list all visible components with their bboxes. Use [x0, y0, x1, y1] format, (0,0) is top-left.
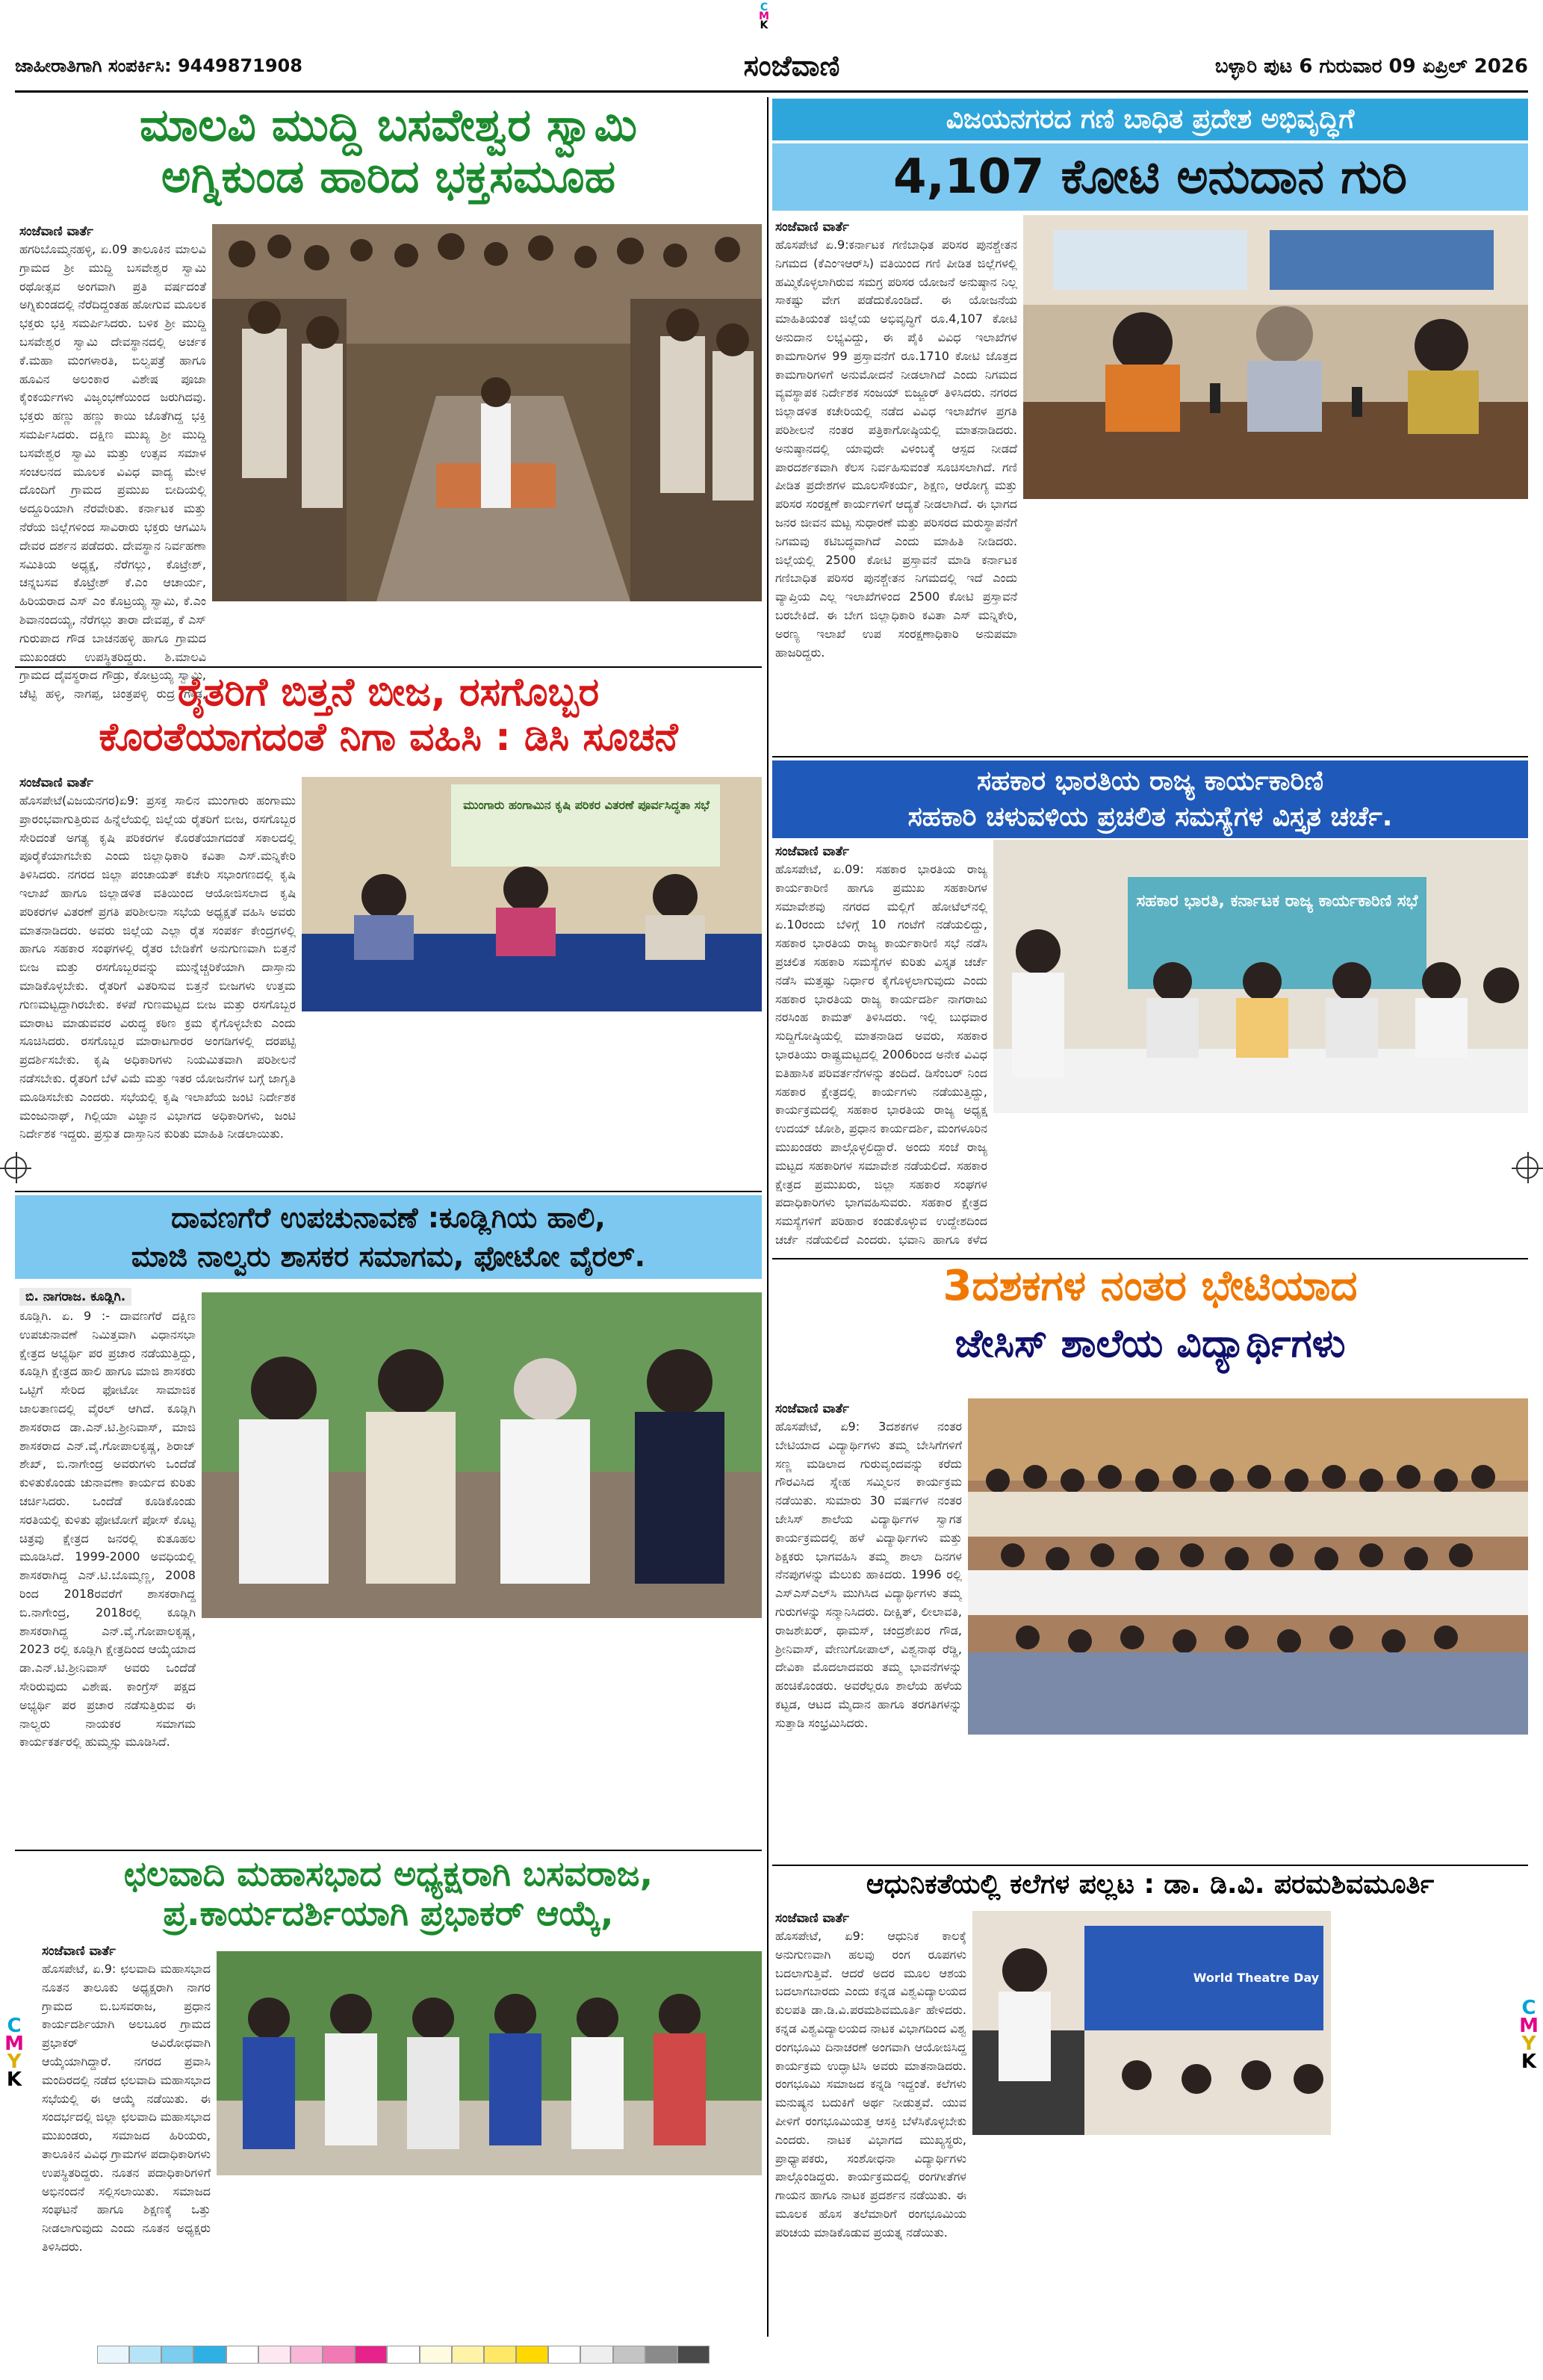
story1-photo-firewalk: [212, 224, 762, 601]
story4-text-col1: ಹೊಸಪೇಟೆ, ಏ.09: ಸಹಕಾರ ಭಾರತಿಯ ರಾಜ್ಯ ಕಾರ್ಯಕಾರಿಣಿ ಹಾಗೂ ಪ್ರಮುಖ ಸಹಕಾರಿಗಳ ಸಮಾವೇಶವು ನಗರದ ಮಲ್ಲಿಗೆ ಹೋಟೆಲ್‌ನಲ್ಲಿ ಏ.10ರಂದು ಬೆಳಿಗ್ಗೆ 10 ಗಂಟೆಗೆ ನಡೆಯಲಿದ್ದು, ಸಹಕಾರ ಭಾರತಿಯ ರಾಜ್ಯ ಕಾರ್ಯಕಾರಿಣಿ ಸಭೆ ನಡೆಸಿ ಪ್ರಚಲಿತ ಸಹಕಾರಿ ಸಮಸ್ಯೆಗಳ ಕುರಿತು ವಿಸ್ತೃತ ಚರ್ಚೆ ನಡೆಸಿ ಮತ್ತಷ್ಟು ನಿರ್ಧಾರ ಕೈಗೊಳ್ಳಲಾಗುವುದು ಎಂದು ಸಹಕಾರ ಭಾರತಿಯ ರಾಜ್ಯ ಕಾರ್ಯದರ್ಶಿ ನಾಗರಾಜು ನರಸಿಂಹ ಕಾಮತ್ ತಿಳಿಸಿದರು. ಇಲ್ಲಿ ಬುಧವಾರ ಸುದ್ದಿಗೋಷ್ಠಿಯಲ್ಲಿ ಮಾತನಾಡಿದ ಅವರು, ಸಹಕಾರ ಭಾರತಿಯು ರಾಷ್ಟ್ರಮಟ್ಟದಲ್ಲಿ 2006ರಿಂದ ಅನೇಕ ವಿವಿಧ ಐತಿಹಾಸಿಕ ಪರಿವರ್ತನೆಗಳನ್ನು ತಂದಿದೆ. ಡಿಸೆಂಬರ್ ನಿಂದ ಸಹಕಾರ ಕ್ಷೇತ್ರದಲ್ಲಿ ಕಾರ್ಯಗಳು ನಡೆಯುತ್ತಿದ್ದು, ಕಾರ್ಯಕ್ರಮದಲ್ಲಿ ಸಹಕಾರ ಭಾರತಿಯ ರಾಜ್ಯ ಅಧ್ಯಕ್ಷ ಉದಯ್ ಜೋಶಿ, ಪ್ರಧಾನ ಕಾರ್ಯದರ್ಶಿ, ಮಂಗಳೂರಿನ ಮುಖಂಡರು ಪಾಲ್ಗೊಳ್ಳಲಿದ್ದಾರೆ. ಅಂದು ಸಂಜೆ ರಾಜ್ಯ ಮಟ್ಟದ ಸಹಕಾರಿಗಳ ಸಮಾವೇಶ ನಡೆಯಲಿದೆ. ಸಹಕಾರ ಕ್ಷೇತ್ರದ ಪ್ರಮುಖರು, ಜಿಲ್ಲಾ ಸಹಕಾರ ಸಂಘಗಳ ಪದಾಧಿಕಾರಿಗಳು ಭಾಗವಹಿಸುವರು. ಸಹಕಾರ ಕ್ಷೇತ್ರದ ಸಮಸ್ಯೆಗಳಿಗೆ ಪರಿಹಾರ ಕಂಡುಕೊಳ್ಳುವ ಉದ್ದೇಶದಿಂದ ಚರ್ಚೆ ನಡೆಯಲಿದೆ ಎಂದರು. ಭವಾನಿ ಹಾಗೂ ಕಳೆದ: [775, 862, 987, 1247]
story-sahakara: [772, 760, 1528, 1253]
cmyk-c: C: [760, 1, 769, 13]
story4-banner-text: ಸಹಕಾರ ಭಾರತಿ, ಕರ್ನಾಟಕ ರಾಜ್ಯ ಕಾರ್ಯಕಾರಿಣಿ ಸಭೆ: [1136, 892, 1418, 911]
story5-headline: ದಾವಣಗೆರೆ ಉಪಚುನಾವಣೆ :ಕೂಡ್ಲಿಗಿಯ ಹಾಲಿ, ಮಾಜಿ ನಾಲ್ವರು ಶಾಸಕರ ಸಮಾಗಮ, ಫೋಟೋ ವೈರಲ್.: [15, 1195, 762, 1279]
divider-story6-top: [772, 1258, 1528, 1259]
story7-byline: ಸಂಜೆವಾಣಿ ವಾರ್ತೆ: [42, 1944, 116, 1959]
story1-byline: ಸಂಜೆವಾಣಿ ವಾರ್ತೆ: [19, 224, 93, 239]
story-vijayanagara: [772, 99, 1528, 756]
story2-text-col1: ಹೊಸಪೇಟೆ ಏ.9:ಕರ್ನಾಟಕ ಗಣಿಬಾಧಿತ ಪರಿಸರ ಪುನಶ್ಚೇತನ ನಿಗಮದ (ಕೆಎಂಇಆರ್‌ಸಿ) ವತಿಯಿಂದ ಗಣಿ ಪೀಡಿತ ಜಿಲ್ಲೆಗಳಲ್ಲಿ ಹಮ್ಮಿಕೊಳ್ಳಲಾಗಿರುವ ಸಮಗ್ರ ಪರಿಸರ ಯೋಜನೆ ಅನುಷ್ಠಾನ ನಿಲ್ಲ ಸಾಕಷ್ಟು ವೇಗ ಪಡೆದುಕೊಂಡಿದೆ. ಈ ಯೋಜನೆಯ ಮಾಹಿತಿಯಂತೆ ಜಿಲ್ಲೆಯ ಅಭಿವೃದ್ಧಿಗೆ ರೂ.4,107 ಕೋಟಿ ಅನುದಾನ ಲಭ್ಯವಿದ್ದು, ಈ ಪೈಕಿ ವಿವಿಧ ಇಲಾಖೆಗಳ ಕಾಮಗಾರಿಗಳ 99 ಪ್ರಸ್ತಾವನೆಗೆ ರೂ.1710 ಕೋಟಿ ಜೊತ್ತದ ಕಾಮಗಾರಿಗಳಿಗೆ ಅನುಮೋದನೆ ನೀಡಲಾಗಿದೆ ಎಂದು ನಿಗಮದ ವ್ಯವಸ್ಥಾಪಕ ನಿರ್ದೇಶಕ ಸಂಜಯ್ ಬಿಜ್ಜೂರ್ ತಿಳಿಸಿದರು. ನಗರದ ಜಿಲ್ಲಾಡಳಿತ ಕಚೇರಿಯಲ್ಲಿ ನಡೆದ ವಿವಿಧ ಇಲಾಖೆಗಳ ಪ್ರಗತಿ ಪರಿಶೀಲನೆ ನಂತರ ಪತ್ರಿಕಾಗೋಷ್ಠಿಯಲ್ಲಿ ಮಾತನಾಡಿದರು. ಅನುಷ್ಠಾನದಲ್ಲಿ ಯಾವುದೇ ವಿಳಂಬಕ್ಕೆ ಆಸ್ಪದ ನೀಡದೆ ಪಾರದರ್ಶಕವಾಗಿ ಕೆಲಸ ನಿರ್ವಹಿಸುವಂತೆ ಸೂಚಿಸಲಾಗಿದೆ. ಗಣಿ ಪೀಡಿತ ಪ್ರದೇಶಗಳ ಮೂಲಸೌಕರ್ಯ, ಶಿಕ್ಷಣ, ಆರೋಗ್ಯ ಮತ್ತು ಪರಿಸರ ಸಂರಕ್ಷಣೆ ಕಾರ್ಯಗಳಿಗೆ ಆದ್ಯತೆ ನೀಡಲಾಗಿದೆ. ಈ ಭಾಗದ ಜನರ ಜೀವನ ಮಟ್ಟ ಸುಧಾರಣೆ ಮತ್ತು ಪರಿಸರದ ಮರುಸ್ಥಾಪನೆಗೆ ನಿಗಮವು ಕಟಿಬದ್ಧವಾಗಿದೆ ಎಂದು ಮಾಹಿತಿ ನೀಡಿದರು. ಜಿಲ್ಲೆಯಲ್ಲಿ 2500 ಕೋಟಿ ಪ್ರಸ್ತಾವನೆ ಮಾಡಿ ಕರ್ನಾಟಕ ಗಣಿಬಾಧಿತ ಪರಿಸರ ಪುನಶ್ಚೇತನ ನಿಗಮದಲ್ಲಿ ಇದೆ ಎಂದು ವ್ಯಾಪ್ತಿಯ ಎಲ್ಲ ಇಲಾಖೆಗಳಿಂದ 2500 ಕೋಟಿ ಪ್ರಸ್ತಾವನೆ ಬರಬೇಕಿದೆ. ಈ ಬೇಗ ಜಿಲ್ಲಾಧಿಕಾರಿ ಕವಿತಾ ಎಸ್ ಮನ್ನಿಕೇರಿ, ಅರಣ್ಯ ಇಲಾಖೆ ಉಪ ಸಂರಕ್ಷಣಾಧಿಕಾರಿ ಅನುಪಮಾ ಹಾಜರಿದ್ದರು.: [775, 238, 1017, 660]
story5-text-bottom: [202, 1624, 762, 1838]
newspaper-logo: ಸಂಜೆವಾಣಿ: [743, 49, 840, 82]
dateline: ಬಳ್ಳಾರಿ ಪುಟ 6 ಗುರುವಾರ 09 ಏಪ್ರಿಲ್ 2026: [1214, 55, 1528, 78]
story1-headline: ಮಾಲವಿ ಮುದ್ದಿ ಬಸವೇಶ್ವರ ಸ್ವಾಮಿ ಅಗ್ನಿಕುಂಡ ಹಾರಿದ ಭಕ್ತಸಮೂಹ: [139, 99, 638, 203]
story5-text-col1: ಕೂಡ್ಲಿಗಿ. ಏ. 9 :- ದಾವಣಗೆರೆ ದಕ್ಷಿಣ ಉಪಚುನಾವಣೆ ನಿಮಿತ್ತವಾಗಿ ವಿಧಾನಸಭಾ ಕ್ಷೇತ್ರದ ಅಭ್ಯರ್ಥಿ ಪರ ಪ್ರಚಾರ ನಡೆಯುತ್ತಿದ್ದು, ಕೂಡ್ಲಿಗಿ ಕ್ಷೇತ್ರದ ಹಾಲಿ ಹಾಗೂ ಮಾಜಿ ಶಾಸಕರು ಒಟ್ಟಿಗೆ ಸೇರಿದ ಫೋಟೋ ಸಾಮಾಜಿಕ ಜಾಲತಾಣದಲ್ಲಿ ವೈರಲ್ ಆಗಿದೆ. ಕೂಡ್ಲಿಗಿ ಶಾಸಕರಾದ ಡಾ.ಎನ್.ಟಿ.ಶ್ರೀನಿವಾಸ್, ಮಾಜಿ ಶಾಸಕರಾದ ಎನ್.ವೈ.ಗೋಪಾಲಕೃಷ್ಣ, ಶಿರಾಜ್ ಶೇಖ್, ಬಿ.ನಾಗೇಂದ್ರ ಅವರುಗಳು ಒಂದೆಡೆ ಕುಳಿತುಕೊಂಡು ಚುನಾವಣಾ ಕಾರ್ಯದ ಕುರಿತು ಚರ್ಚಿಸಿದರು. ಒಂದೆಡೆ ಕೂಡಿಕೊಂಡು ಸರತಿಯಲ್ಲಿ ಕುಳಿತು ಫೋಟೋಗೆ ಪೋಸ್ ಕೊಟ್ಟ ಚಿತ್ರವು ಕ್ಷೇತ್ರದ ಜನರಲ್ಲಿ ಕುತೂಹಲ ಮೂಡಿಸಿದೆ. 1999-2000 ಅವಧಿಯಲ್ಲಿ ಶಾಸಕರಾಗಿದ್ದ ಎನ್.ಟಿ.ಬೊಮ್ಮಣ್ಣ, 2008 ರಿಂದ 2018ರವರೆಗೆ ಶಾಸಕರಾಗಿದ್ದ ಬಿ.ನಾಗೇಂದ್ರ, 2018ರಲ್ಲಿ ಕೂಡ್ಲಿಗಿ ಶಾಸಕರಾಗಿದ್ದ ಎನ್.ವೈ.ಗೋಪಾಲಕೃಷ್ಣ, 2023 ರಲ್ಲಿ ಕೂಡ್ಲಿಗಿ ಕ್ಷೇತ್ರದಿಂದ ಆಯ್ಕೆಯಾದ ಡಾ.ಎನ್.ಟಿ.ಶ್ರೀನಿವಾಸ್ ಅವರು ಒಂದೆಡೆ ಸೇರಿರುವುದು ವಿಶೇಷ. ಕಾಂಗ್ರೆಸ್ ಪಕ್ಷದ ಅಭ್ಯರ್ಥಿ ಪರ ಪ್ರಚಾರ ನಡೆಸುತ್ತಿರುವ ಈ ನಾಲ್ವರು ನಾಯಕರ ಸಮಾಗಮ ಕಾರ್ಯಕರ್ತರಲ್ಲಿ ಹುಮ್ಮಸ್ಸು ಮೂಡಿಸಿದೆ.: [19, 1309, 196, 1750]
story8-headline: ಆಧುನಿಕತೆಯಲ್ಲಿ ಕಲೆಗಳ ಪಲ್ಲಟ : ಡಾ. ಡಿ.ವಿ. ಪರಮಶಿವಮೂರ್ತಿ: [866, 1869, 1435, 1900]
story-chalavadi: [15, 1854, 762, 2332]
story7-photo-felicitation: [217, 1951, 762, 2175]
story3-headline: ರೈತರಿಗೆ ಬಿತ್ತನೆ ಬೀಜ, ರಸಗೊಬ್ಬರ ಕೊರತೆಯಾಗದಂತೆ ನಿಗಾ ವಹಿಸಿ : ಡಿಸಿ ಸೂಚನೆ: [99, 670, 678, 760]
story2-byline: ಸಂಜೆವಾಣಿ ವಾರ್ತೆ: [775, 220, 849, 235]
divider-story3-top: [15, 666, 762, 668]
color-calibration-bar: [97, 2346, 710, 2364]
masthead: [15, 49, 1528, 93]
story4-text-bottom: [993, 1119, 1528, 1251]
cmyk-m: M: [759, 10, 769, 22]
story8-byline: ಸಂಜೆವಾಣಿ ವಾರ್ತೆ: [775, 1911, 849, 1926]
story4-photo-meeting: [993, 840, 1528, 1113]
story2-headline-band: ವಿಜಯನಗರದ ಗಣಿ ಬಾಧಿತ ಪ್ರದೇಶ ಅಭಿವೃದ್ಧಿಗೆ: [772, 99, 1528, 140]
divider-story5-top: [15, 1191, 762, 1192]
story3-photo-meeting: [302, 777, 762, 1011]
story4-headline: ಸಹಕಾರ ಭಾರತಿಯ ರಾಜ್ಯ ಕಾರ್ಯಕಾರಿಣಿ ಸಹಕಾರಿ ಚಳುವಳಿಯ ಪ್ರಚಲಿತ ಸಮಸ್ಯೆಗಳ ವಿಸ್ತೃತ ಚರ್ಚೆ.: [772, 760, 1528, 838]
divider-story7-top: [15, 1850, 762, 1851]
story6-headline-line1: 3ದಶಕಗಳ ನಂತರ ಭೇಟಿಯಾದ: [943, 1262, 1358, 1310]
story6-text-bottom: [968, 1741, 1528, 1853]
story-theatre: [772, 1869, 1528, 2332]
story6-byline: ಸಂಜೆವಾಣಿ ವಾರ್ತೆ: [775, 1401, 849, 1416]
story6-photo-group: [968, 1398, 1528, 1735]
story3-byline: ಸಂಜೆವಾಣಿ ವಾರ್ತೆ: [19, 775, 93, 790]
story6-headline-line2: ಜೇಸಿಸ್ ಶಾಲೆಯ ವಿದ್ಯಾರ್ಥಿಗಳು: [954, 1321, 1346, 1366]
story-seeds: [15, 671, 762, 1186]
story7-text-bottom: [217, 2181, 762, 2323]
cmyk-right: C M Y K: [1519, 1997, 1539, 2073]
story3-text-col1: ಹೊಸಪೇಟೆ(ವಿಜಯನಗರ)ಏ9: ಪ್ರಸಕ್ತ ಸಾಲಿನ ಮುಂಗಾರು ಹಂಗಾಮು ಪ್ರಾರಂಭವಾಗುತ್ತಿರುವ ಹಿನ್ನೆಲೆಯಲ್ಲಿ ಜಿಲ್ಲೆಯ ರೈತರಿಗೆ ಬೀಜ, ರಸಗೊಬ್ಬರ ಸೇರಿದಂತೆ ಅಗತ್ಯ ಕೃಷಿ ಪರಿಕರಗಳ ಕೊರತೆಯಾಗದಂತೆ ಸಕಾಲದಲ್ಲಿ ಪೂರೈಕೆಯಾಗಬೇಕು ಎಂದು ಜಿಲ್ಲಾಧಿಕಾರಿ ಕವಿತಾ ಎಸ್.ಮನ್ನಿಕೇರಿ ತಿಳಿಸಿದರು. ನಗರದ ಜಿಲ್ಲಾ ಪಂಚಾಯತ್ ಕಚೇರಿ ಸಭಾಂಗಣದಲ್ಲಿ ಕೃಷಿ ಇಲಾಖೆ ಹಾಗೂ ಜಿಲ್ಲಾಡಳಿತ ವತಿಯಿಂದ ಆಯೋಜಿಸಲಾದ ಕೃಷಿ ಪರಿಕರಗಳ ವಿತರಣೆ ಪ್ರಗತಿ ಪರಿಶೀಲನಾ ಸಭೆಯ ಅಧ್ಯಕ್ಷತೆ ವಹಿಸಿ ಅವರು ಮಾತನಾಡಿದರು. ಅವರು ಜಿಲ್ಲೆಯ ಎಲ್ಲಾ ರೈತ ಸಂಪರ್ಕ ಕೇಂದ್ರಗಳಲ್ಲಿ ಹಾಗೂ ಸಹಕಾರ ಸಂಘಗಳಲ್ಲಿ ರೈತರ ಬೇಡಿಕೆಗೆ ಅನುಗುಣವಾಗಿ ಬಿತ್ತನೆ ಬೀಜ ಮತ್ತು ರಸಗೊಬ್ಬರವನ್ನು ಮುನ್ನೆಚ್ಚರಿಕೆಯಾಗಿ ದಾಸ್ತಾನು ಮಾಡಿಕೊಳ್ಳಬೇಕು. ರೈತರಿಗೆ ವಿತರಿಸುವ ಬಿತ್ತನೆ ಬೀಜಗಳು ಉತ್ತಮ ಗುಣಮಟ್ಟದ್ದಾಗಿರಬೇಕು. ಕಳಪೆ ಗುಣಮಟ್ಟದ ಬೀಜ ಮತ್ತು ರಸಗೊಬ್ಬರ ಮಾರಾಟ ಮಾಡುವವರ ವಿರುದ್ಧ ಕಠಿಣ ಕ್ರಮ ಕೈಗೊಳ್ಳಬೇಕು ಎಂದು ಸೂಚಿಸಿದರು. ರಸಗೊಬ್ಬರ ಮಾರಾಟಗಾರರ ಅಂಗಡಿಗಳಲ್ಲಿ ದರಪಟ್ಟಿ ಪ್ರದರ್ಶಿಸಬೇಕು. ಕೃಷಿ ಅಧಿಕಾರಿಗಳು ನಿಯಮಿತವಾಗಿ ಪರಿಶೀಲನೆ ನಡೆಸಬೇಕು. ರೈತರಿಗೆ ಬೆಳೆ ವಿಮೆ ಮತ್ತು ಇತರ ಯೋಜನೆಗಳ ಬಗ್ಗೆ ಜಾಗೃತಿ ಮೂಡಿಸಬೇಕು ಎಂದರು. ಸಭೆಯಲ್ಲಿ ಕೃಷಿ ಇಲಾಖೆಯ ಜಂಟಿ ನಿರ್ದೇಶಕ ಮಂಜುನಾಥ್, ಗಿಲ್ಲಿಯಾ ವಿಜ್ಞಾನ ವಿಭಾಗದ ಅಧಿಕಾರಿಗಳು, ಜಂಟಿ ನಿರ್ದೇಶಕ ಇದ್ದರು. ಪ್ರಸ್ತುತ ದಾಸ್ತಾನಿನ ಕುರಿತು ಮಾಹಿತಿ ನೀಡಲಾಯಿತು.: [19, 793, 296, 1141]
story5-photo-leaders: [202, 1292, 762, 1618]
ad-contact: ಜಾಹೀರಾತಿಗಾಗಿ ಸಂಪರ್ಕಿಸಿ: 9449871908: [15, 55, 302, 76]
divider-story4-top: [772, 756, 1528, 757]
story2-text-bottom: [1023, 505, 1528, 752]
story3-banner-text: ಮುಂಗಾರು ಹಂಗಾಮಿನ ಕೃಷಿ ಪರಿಕರ ವಿತರಣೆ ಪೂರ್ವಸಿದ್ಧತಾ ಸಭೆ: [463, 798, 710, 812]
story6-text-col1: ಹೊಸಪೇಟೆ, ಏ9: 3ದಶಕಗಳ ನಂತರ ಬೇಟಿಯಾದ ವಿದ್ಯಾರ್ಥಿಗಳು ತಮ್ಮ ಬೇಸಿಗೆಗಳಿಗೆ ಸಣ್ಣ ಮಡಿಲಾದ ಗುರುವೃಂದವನ್ನು ಕರೆದು ಗೌರವಿಸಿದ ಸ್ನೇಹ ಸಮ್ಮಿಲನ ಕಾರ್ಯಕ್ರಮ ನಡೆಯಿತು. ಸುಮಾರು 30 ವರ್ಷಗಳ ನಂತರ ಜೇಸಿಸ್ ಶಾಲೆಯ ವಿದ್ಯಾರ್ಥಿಗಳ ಸ್ವಾಗತ ಕಾರ್ಯಕ್ರಮದಲ್ಲಿ ಹಳೆ ವಿದ್ಯಾರ್ಥಿಗಳು ಮತ್ತು ಶಿಕ್ಷಕರು ಭಾಗವಹಿಸಿ ತಮ್ಮ ಶಾಲಾ ದಿನಗಳ ನೆನಪುಗಳನ್ನು ಮೆಲುಕು ಹಾಕಿದರು. 1996 ರಲ್ಲಿ ಎಸ್ಎಸ್ಎಲ್‌ಸಿ ಮುಗಿಸಿದ ವಿದ್ಯಾರ್ಥಿಗಳು ತಮ್ಮ ಗುರುಗಳನ್ನು ಸನ್ಮಾನಿಸಿದರು. ದೀಕ್ಷಿತ್, ಲೀಲಾವತಿ, ರಾಜಶೇಖರ್, ಥಾಮಸ್, ಚಂದ್ರಶೇಖರ ಗೌಡ, ಶ್ರೀನಿವಾಸ್, ವೇಣುಗೋಪಾಲ್, ವಿಶ್ವನಾಥ ರೆಡ್ಡಿ, ದೇವಿಕಾ ಮೊದಲಾದವರು ತಮ್ಮ ಭಾವನೆಗಳನ್ನು ಹಂಚಿಕೊಂಡರು. ಅವರೆಲ್ಲರೂ ಶಾಲೆಯ ಹಳೆಯ ಕಟ್ಟಡ, ಆಟದ ಮೈದಾನ ಹಾಗೂ ತರಗತಿಗಳನ್ನು ಸುತ್ತಾಡಿ ಸಂಭ್ರಮಿಸಿದರು.: [775, 1419, 962, 1730]
story8-text-col1: ಹೊಸಪೇಟೆ, ಏ9: ಆಧುನಿಕ ಕಾಲಕ್ಕೆ ಅನುಗುಣವಾಗಿ ಹಲವು ರಂಗ ರೂಪಗಳು ಬದಲಾಗುತ್ತಿವೆ. ಆದರೆ ಅದರ ಮೂಲ ಆಶಯ ಬದಲಾಗಬಾರದು ಎಂದು ಕನ್ನಡ ವಿಶ್ವವಿದ್ಯಾಲಯದ ಕುಲಪತಿ ಡಾ.ಡಿ.ವಿ.ಪರಮಶಿವಮೂರ್ತಿ ಹೇಳಿದರು. ಕನ್ನಡ ವಿಶ್ವವಿದ್ಯಾಲಯದ ನಾಟಕ ವಿಭಾಗದಿಂದ ವಿಶ್ವ ರಂಗಭೂಮಿ ದಿನಾಚರಣೆ ಅಂಗವಾಗಿ ಆಯೋಜಿಸಿದ್ದ ಕಾರ್ಯಕ್ರಮ ಉದ್ಘಾಟಿಸಿ ಅವರು ಮಾತನಾಡಿದರು. ರಂಗಭೂಮಿ ಸಮಾಜದ ಕನ್ನಡಿ ಇದ್ದಂತೆ. ಕಲೆಗಳು ಮನುಷ್ಯನ ಬದುಕಿಗೆ ಅರ್ಥ ನೀಡುತ್ತವೆ. ಯುವ ಪೀಳಿಗೆ ರಂಗಭೂಮಿಯತ್ತ ಆಸಕ್ತಿ ಬೆಳೆಸಿಕೊಳ್ಳಬೇಕು ಎಂದರು. ನಾಟಕ ವಿಭಾಗದ ಮುಖ್ಯಸ್ಥರು, ಪ್ರಾಧ್ಯಾಪಕರು, ಸಂಶೋಧನಾ ವಿದ್ಯಾರ್ಥಿಗಳು ಪಾಲ್ಗೊಂಡಿದ್ದರು. ಕಾರ್ಯಕ್ರಮದಲ್ಲಿ ರಂಗಗೀತೆಗಳ ಗಾಯನ ಹಾಗೂ ನಾಟಕ ಪ್ರದರ್ಶನ ನಡೆಯಿತು. ಈ ಮೂಲಕ ಹೊಸ ತಲೆಮಾರಿಗೆ ರಂಗಭೂಮಿಯ ಪರಿಚಯ ಮಾಡಿಕೊಡುವ ಪ್ರಯತ್ನ ನಡೆಯಿತು.: [775, 1929, 966, 2240]
story4-byline: ಸಂಜೆವಾಣಿ ವಾರ್ತೆ: [775, 844, 849, 859]
story3-text-bottom: [302, 1017, 762, 1180]
column-divider: [767, 97, 769, 2337]
cmyk-top: [759, 3, 769, 30]
story8-photo-event: [972, 1911, 1331, 2135]
story7-text-col1: ಹೊಸಪೇಟೆ, ಏ.9: ಛಲವಾದಿ ಮಹಾಸಭಾದ ನೂತನ ತಾಲೂಕು ಅಧ್ಯಕ್ಷರಾಗಿ ನಾಗರ ಗ್ರಾಮದ ಬಿ.ಬಸವರಾಜ, ಪ್ರಧಾನ ಕಾರ್ಯದರ್ಶಿಯಾಗಿ ಅಲಬೂರ ಗ್ರಾಮದ ಪ್ರಭಾಕರ್ ಅವಿರೋಧವಾಗಿ ಆಯ್ಕೆಯಾಗಿದ್ದಾರೆ. ನಗರದ ಪ್ರವಾಸಿ ಮಂದಿರದಲ್ಲಿ ನಡೆದ ಛಲವಾದಿ ಮಹಾಸಭಾದ ಸಭೆಯಲ್ಲಿ ಈ ಆಯ್ಕೆ ನಡೆಯಿತು. ಈ ಸಂದರ್ಭದಲ್ಲಿ ಜಿಲ್ಲಾ ಛಲವಾದಿ ಮಹಾಸಭಾದ ಮುಖಂಡರು, ಸಮಾಜದ ಹಿರಿಯರು, ತಾಲೂಕಿನ ವಿವಿಧ ಗ್ರಾಮಗಳ ಪದಾಧಿಕಾರಿಗಳು ಉಪಸ್ಥಿತರಿದ್ದರು. ನೂತನ ಪದಾಧಿಕಾರಿಗಳಿಗೆ ಅಭಿನಂದನೆ ಸಲ್ಲಿಸಲಾಯಿತು. ಸಮಾಜದ ಸಂಘಟನೆ ಹಾಗೂ ಶಿಕ್ಷಣಕ್ಕೆ ಒತ್ತು ನೀಡಲಾಗುವುದು ಎಂದು ನೂತನ ಅಧ್ಯಕ್ಷರು ತಿಳಿಸಿದರು.: [42, 1962, 211, 2254]
story2-headline-main: 4,107 ಕೋಟಿ ಅನುದಾನ ಗುರಿ: [772, 143, 1528, 211]
divider-story8-top: [772, 1865, 1528, 1866]
cmyk-k: K: [760, 19, 769, 31]
story1-text-col1: ಹಗರಿಬೊಮ್ಮನಹಳ್ಳಿ, ಏ.09 ತಾಲೂಕಿನ ಮಾಲವಿ ಗ್ರಾಮದ ಶ್ರೀ ಮುದ್ದಿ ಬಸವೇಶ್ವರ ಸ್ವಾಮಿ ರಥೋತ್ಸವ ಅಂಗವಾಗಿ ಪ್ರತಿ ವರ್ಷದಂತೆ ಅಗ್ನಿಕುಂಡದಲ್ಲಿ ನೆರೆದಿದ್ದಂತಹ ಹೋಗುವ ಮೂಲಕ ಭಕ್ತರು ಭಕ್ತಿ ಸಮರ್ಪಿಸಿದರು. ಬಳಿಕ ಶ್ರೀ ಮುದ್ದಿ ಬಸವೇಶ್ವರ ಸ್ವಾಮಿ ದೇವಸ್ಥಾನದಲ್ಲಿ ಅರ್ಚಕ ಕೆ.ಮಹಾ ಮಂಗಳಾರತಿ, ಬಿಲ್ವಪತ್ರೆ ಹಾಗೂ ಹೂವಿನ ಅಲಂಕಾರ ವಿಶೇಷ ಪೂಜಾ ಕೈಂಕರ್ಯಗಳು ವಿಜೃಂಭಣೆಯಿಂದ ಜರುಗಿದವು. ಭಕ್ತರು ಹಣ್ಣು ಹಣ್ಣು ಕಾಯಿ ಜೊತೆಗಿದ್ದ ಭಕ್ತಿ ಸಮರ್ಪಿಸಿದರು. ದಕ್ಷಿಣ ಮುಖ್ಯ ಶ್ರೀ ಮುದ್ದಿ ಬಸವೇಶ್ವರ ಸ್ವಾಮಿ ಮತ್ತು ಉತ್ಸವ ಸಮಾಳ ಸಂಚಲನದ ಮೂಲಕ ವಿವಿಧ ವಾದ್ಯ ಮೇಳ ದೊಂದಿಗೆ ಗ್ರಾಮದ ಪ್ರಮುಖ ಬೀದಿಯಲ್ಲಿ ಅದ್ದೂರಿಯಾಗಿ ನೆರವೇರಿತು. ಕರ್ನಾಟಕ ಮತ್ತು ನೆರೆಯ ಜಿಲ್ಲೆಗಳಿಂದ ಸಾವಿರಾರು ಭಕ್ತರು ಆಗಮಿಸಿ ದೇವರ ದರ್ಶನ ಪಡೆದರು. ದೇವಸ್ಥಾನ ನಿರ್ವಹಣಾ ಸಮಿತಿಯ ಅಧ್ಯಕ್ಷ, ನೆರೆಗಲ್ಲು, ಕೊಟ್ರೇಶ್, ಚನ್ನಬಸವ ಕೊಟ್ರೇಶ್ ಕೆ.ಎಂ ಆಚಾರ್ಯ, ಹಿರಿಯರಾದ ಎಸ್ ಎಂ ಕೊಟ್ರಯ್ಯ ಸ್ವಾಮಿ, ಕೆ.ಎಂ ಶಿವಾನಂದಯ್ಯ, ನೆರೆಗಲ್ಲು ತಾರಾ ದೇವಪ್ಪ, ಕೆ ಎಸ್ ಗುರುಪಾದ ಗೌಡ ಬಾಚನಹಳ್ಳಿ ಹಾಗೂ ಗ್ರಾಮದ ಮುಖಂಡರು ಉಪಸ್ಥಿತರಿದ್ದರು. ಶಿ.ಮಾಲವಿ ಗ್ರಾಮದ ದೈವಸ್ಥರಾದ ಗೌಡ್ರು, ಕೋಟ್ರಯ್ಯ ಸ್ವಾಮಿ, ಚೆಟ್ಟಿ ಹಳ್ಳಿ, ನಾಗಪ್ಪ, ಚಿಂತ್ರಪಳ್ಳಿ ರುದ್ರ ಗೌಡ,: [19, 242, 206, 701]
story7-headline: ಛಲವಾದಿ ಮಹಾಸಭಾದ ಅಧ್ಯಕ್ಷರಾಗಿ ಬಸವರಾಜ, ಪ್ರ.ಕಾರ್ಯದರ್ಶಿಯಾಗಿ ಪ್ರಭಾಕರ್ ಆಯ್ಕೆ,: [123, 1853, 653, 1933]
story8-text-col-right: [1337, 1911, 1528, 2135]
story2-photo-press: [1023, 215, 1528, 499]
story5-byline: ಬಿ. ನಾಗರಾಜ. ಕೂಡ್ಲಿಗಿ.: [19, 1288, 131, 1306]
story-jcs-school: [772, 1262, 1528, 1860]
story-davanagere: [15, 1195, 762, 1845]
cmyk-left: C M Y K: [4, 2015, 24, 2091]
story8-text-bottom: [972, 2141, 1528, 2328]
story8-banner-text: World Theatre Day: [1193, 1971, 1320, 1985]
